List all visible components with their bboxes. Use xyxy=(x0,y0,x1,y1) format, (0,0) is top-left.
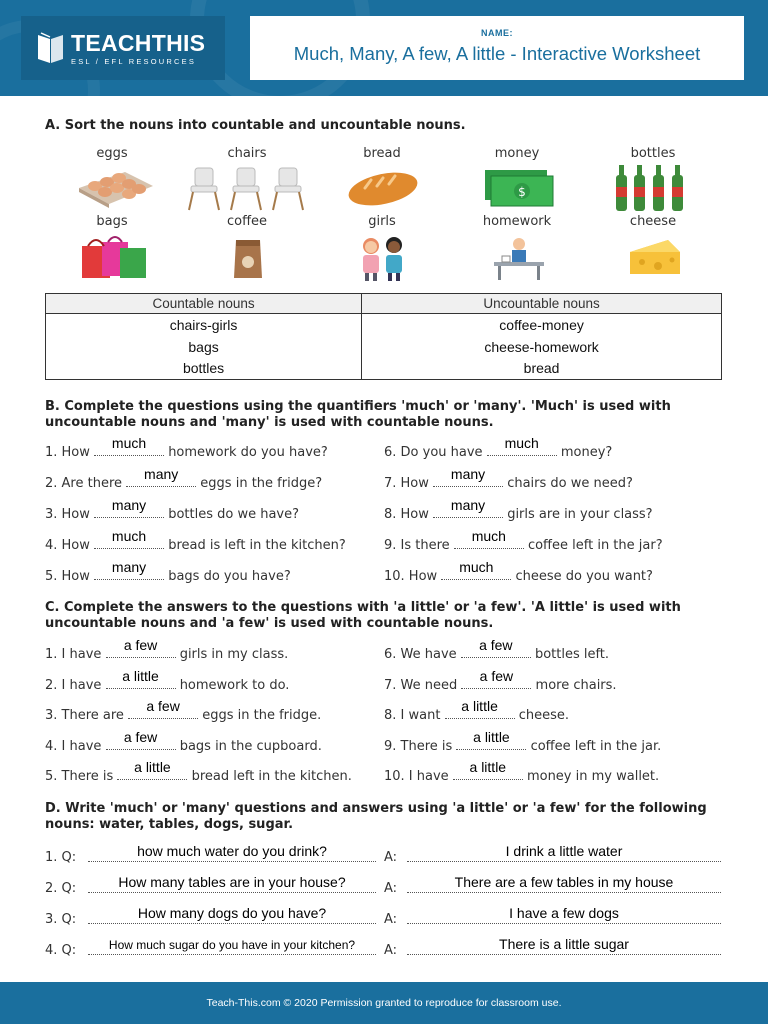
answer-text: much xyxy=(459,559,494,575)
answer-input[interactable] xyxy=(407,936,721,955)
title-panel xyxy=(250,16,744,80)
question-line xyxy=(45,759,352,784)
answer-label: A: xyxy=(384,943,398,958)
uncountable-cell[interactable]: coffee-money xyxy=(362,314,722,336)
question-line xyxy=(45,497,299,522)
question-suffix: eggs in the fridge. xyxy=(202,708,322,723)
item-number: 4. xyxy=(45,943,58,958)
book-icon xyxy=(35,31,65,65)
answer-input[interactable] xyxy=(407,874,721,893)
answer-text: much xyxy=(111,435,147,451)
question-suffix: girls in my class. xyxy=(179,647,289,662)
answer-blank[interactable] xyxy=(117,759,187,780)
question-prefix: 4. How xyxy=(45,538,90,553)
question-suffix: bottles do we have? xyxy=(168,507,299,522)
name-label: NAME: xyxy=(481,28,513,38)
question-suffix: coffee left in the jar. xyxy=(530,738,662,754)
question-prefix: 9. Is there xyxy=(384,538,450,553)
question-prefix: 2. I have xyxy=(45,677,102,693)
teachthis-logo[interactable] xyxy=(21,16,225,80)
eggs-carton-icon xyxy=(75,166,155,208)
question-prefix: 3. How xyxy=(45,507,90,522)
answer-text: a few xyxy=(479,667,514,684)
answer-text: a few xyxy=(123,637,158,653)
question-suffix: cheese do you want? xyxy=(515,569,653,584)
question-line xyxy=(45,559,291,584)
answer-label: A: xyxy=(384,881,398,896)
question-line xyxy=(45,637,289,662)
page-footer: Teach-This.com © 2020 Permission granted to reproduce for classroom use. xyxy=(0,982,768,1024)
q-prefix: Q: xyxy=(61,881,77,896)
q-prefix: Q: xyxy=(61,943,77,958)
answer-text: a few xyxy=(146,698,180,714)
answer-text: much xyxy=(471,528,506,544)
question-line xyxy=(45,698,322,723)
question-suffix: girls are in your class? xyxy=(507,507,653,522)
question-label xyxy=(45,912,76,927)
question-suffix: money? xyxy=(560,445,613,460)
uncountable-cell[interactable]: cheese-homework xyxy=(362,336,722,358)
answer-label: A: xyxy=(384,850,398,865)
question-label xyxy=(45,943,76,958)
question-suffix: bread is left in the kitchen? xyxy=(168,538,346,553)
answer-text: There are a few tables in my house xyxy=(454,874,674,890)
answer-text: a little xyxy=(122,667,159,684)
chairs-icon xyxy=(187,166,309,212)
question-input[interactable] xyxy=(88,874,376,893)
question-suffix: money in my wallet. xyxy=(526,769,660,784)
section-a-instruction: A. Sort the nouns into countable and uncountable nouns. xyxy=(45,118,466,133)
table-row xyxy=(46,358,722,380)
question-suffix: coffee left in the jar? xyxy=(527,538,663,553)
answer-blank[interactable] xyxy=(94,435,164,456)
question-prefix: 2. Are there xyxy=(45,476,123,491)
countable-cell[interactable]: chairs-girls xyxy=(46,314,362,336)
question-prefix: 5. There is xyxy=(45,769,114,784)
question-prefix: 5. How xyxy=(45,569,90,584)
noun-label: girls xyxy=(368,214,396,229)
question-suffix: more chairs. xyxy=(535,677,617,693)
question-line xyxy=(384,435,613,460)
table-row xyxy=(46,336,722,358)
answer-blank[interactable] xyxy=(487,435,557,456)
logo-wordmark: TEACHTHIS xyxy=(71,29,206,56)
question-line xyxy=(384,497,653,522)
noun-label: chairs xyxy=(227,146,267,161)
question-prefix: 6. Do you have xyxy=(384,445,483,460)
girls-icon xyxy=(358,236,408,282)
answer-text: a little xyxy=(134,759,171,775)
answer-text: much xyxy=(504,435,539,451)
question-line xyxy=(45,435,328,460)
question-text: How many tables are in your house? xyxy=(118,874,346,890)
question-label xyxy=(45,881,76,896)
q-prefix: Q: xyxy=(61,850,77,865)
answer-blank[interactable] xyxy=(454,528,524,549)
answer-text: many xyxy=(450,497,486,513)
question-text: How much sugar do you have in your kitchen? xyxy=(108,938,356,952)
page-header xyxy=(0,0,768,96)
answer-text: many xyxy=(450,466,486,482)
question-line xyxy=(45,667,290,693)
question-prefix: 8. I want xyxy=(384,708,441,723)
answer-blank[interactable] xyxy=(445,698,515,719)
question-prefix: 7. We need xyxy=(384,677,458,693)
answer-text: many xyxy=(144,466,179,482)
question-line xyxy=(45,528,346,553)
answer-blank[interactable] xyxy=(106,667,176,689)
answer-blank[interactable] xyxy=(433,466,503,487)
question-line xyxy=(384,559,653,584)
answer-blank[interactable] xyxy=(453,759,523,780)
item-number: 3. xyxy=(45,912,58,927)
cheese-icon xyxy=(628,238,682,278)
question-prefix: 1. I have xyxy=(45,647,102,662)
answer-text: I have a few dogs xyxy=(509,905,619,921)
answer-text: a little xyxy=(469,759,507,775)
noun-label: coffee xyxy=(226,214,268,229)
bottles-icon xyxy=(615,165,687,213)
question-line xyxy=(384,528,663,553)
table-row xyxy=(46,314,722,336)
uncountable-cell[interactable]: bread xyxy=(362,358,722,380)
question-prefix: 6. We have xyxy=(384,647,457,662)
question-line xyxy=(384,728,662,754)
answer-blank[interactable] xyxy=(94,528,164,549)
question-prefix: 1. How xyxy=(45,445,90,460)
question-suffix: bread left in the kitchen. xyxy=(191,769,352,784)
question-prefix: 10. How xyxy=(384,569,438,584)
question-input[interactable] xyxy=(88,938,376,955)
answer-text: many xyxy=(111,497,147,513)
answer-blank[interactable] xyxy=(106,637,176,658)
question-suffix: homework do you have? xyxy=(168,445,328,460)
answer-blank[interactable] xyxy=(441,559,511,580)
question-prefix: 3. There are xyxy=(45,708,124,723)
worksheet-title: Much, Many, A few, A little - Interactive Worksheet xyxy=(293,43,701,64)
noun-label: bags xyxy=(96,214,128,229)
question-text: How many dogs do you have? xyxy=(137,905,327,921)
question-suffix: bags in the cupboard. xyxy=(179,738,322,754)
bread-icon xyxy=(347,170,419,208)
answer-text: I drink a little water xyxy=(505,843,623,859)
answer-blank[interactable] xyxy=(126,466,196,487)
item-number: 1. xyxy=(45,850,58,865)
item-number: 2. xyxy=(45,881,58,896)
answer-input[interactable] xyxy=(407,843,721,862)
answer-text: much xyxy=(111,528,147,544)
question-prefix: 10. I have xyxy=(384,769,449,784)
svg-text:$: $ xyxy=(518,185,526,199)
countable-cell[interactable]: bottles xyxy=(46,358,362,380)
countable-cell[interactable]: bags xyxy=(46,336,362,358)
noun-label: eggs xyxy=(96,146,128,161)
q-prefix: Q: xyxy=(61,912,77,927)
question-prefix: 4. I have xyxy=(45,738,102,754)
question-suffix: homework to do. xyxy=(179,677,290,693)
question-prefix: 8. How xyxy=(384,507,429,522)
question-text: how much water do you drink? xyxy=(137,843,327,859)
section-b-instruction: B. Complete the questions using the quantifiers 'much' or 'many'. 'Much' is used with uncountable nouns and 'many' is used with countable nouns. xyxy=(45,399,671,430)
answer-input[interactable] xyxy=(407,905,721,924)
question-line xyxy=(384,667,617,693)
answer-text: a few xyxy=(479,637,513,653)
answer-blank[interactable] xyxy=(456,728,526,750)
shopping-bags-icon xyxy=(80,236,150,280)
noun-sort-table xyxy=(45,293,722,380)
answer-text: a little xyxy=(461,698,498,714)
question-suffix: bottles left. xyxy=(534,647,610,662)
noun-label: bottles xyxy=(630,146,676,161)
money-icon xyxy=(485,170,555,208)
noun-label: cheese xyxy=(629,214,677,229)
question-label xyxy=(45,850,76,865)
question-line xyxy=(384,759,660,784)
answer-text: a few xyxy=(123,728,158,745)
answer-blank[interactable] xyxy=(94,497,164,518)
question-suffix: eggs in the fridge? xyxy=(200,476,323,491)
question-line xyxy=(45,728,322,754)
question-prefix: 7. How xyxy=(384,476,429,491)
question-input[interactable] xyxy=(88,905,376,924)
answer-text: a little xyxy=(473,728,510,745)
answer-text: many xyxy=(111,559,147,575)
noun-label: homework xyxy=(482,214,552,229)
noun-label: money xyxy=(494,146,540,161)
answer-blank[interactable] xyxy=(433,497,503,518)
section-c-instruction: C. Complete the answers to the questions with 'a little' or 'a few'. 'A little' is used with uncountable nouns and 'a few' is used with countable nouns. xyxy=(45,600,681,631)
question-line xyxy=(384,698,570,723)
question-suffix: cheese. xyxy=(518,708,570,723)
coffee-bag-icon xyxy=(232,236,264,280)
noun-label: bread xyxy=(363,146,401,161)
homework-student-icon xyxy=(492,236,546,280)
section-d-instruction: D. Write 'much' or 'many' questions and answers using 'a little' or 'a few' for the following nouns: water, tables, dogs, sugar. xyxy=(45,801,707,832)
logo-tagline: ESL / EFL RESOURCES xyxy=(71,56,197,66)
question-line xyxy=(384,466,633,491)
answer-blank[interactable] xyxy=(461,637,531,658)
question-prefix: 9. There is xyxy=(384,738,453,754)
question-line xyxy=(45,466,323,491)
answer-blank[interactable] xyxy=(128,698,198,719)
uncountable-header: Uncountable nouns xyxy=(362,294,722,314)
question-line xyxy=(384,637,610,662)
answer-blank[interactable] xyxy=(94,559,164,580)
answer-blank[interactable] xyxy=(106,728,176,750)
question-suffix: bags do you have? xyxy=(168,569,291,584)
answer-label: A: xyxy=(384,912,398,927)
answer-text: There is a little sugar xyxy=(499,936,629,952)
question-input[interactable] xyxy=(88,843,376,862)
question-suffix: chairs do we need? xyxy=(507,476,633,491)
countable-header: Countable nouns xyxy=(46,294,362,314)
answer-blank[interactable] xyxy=(461,667,531,689)
